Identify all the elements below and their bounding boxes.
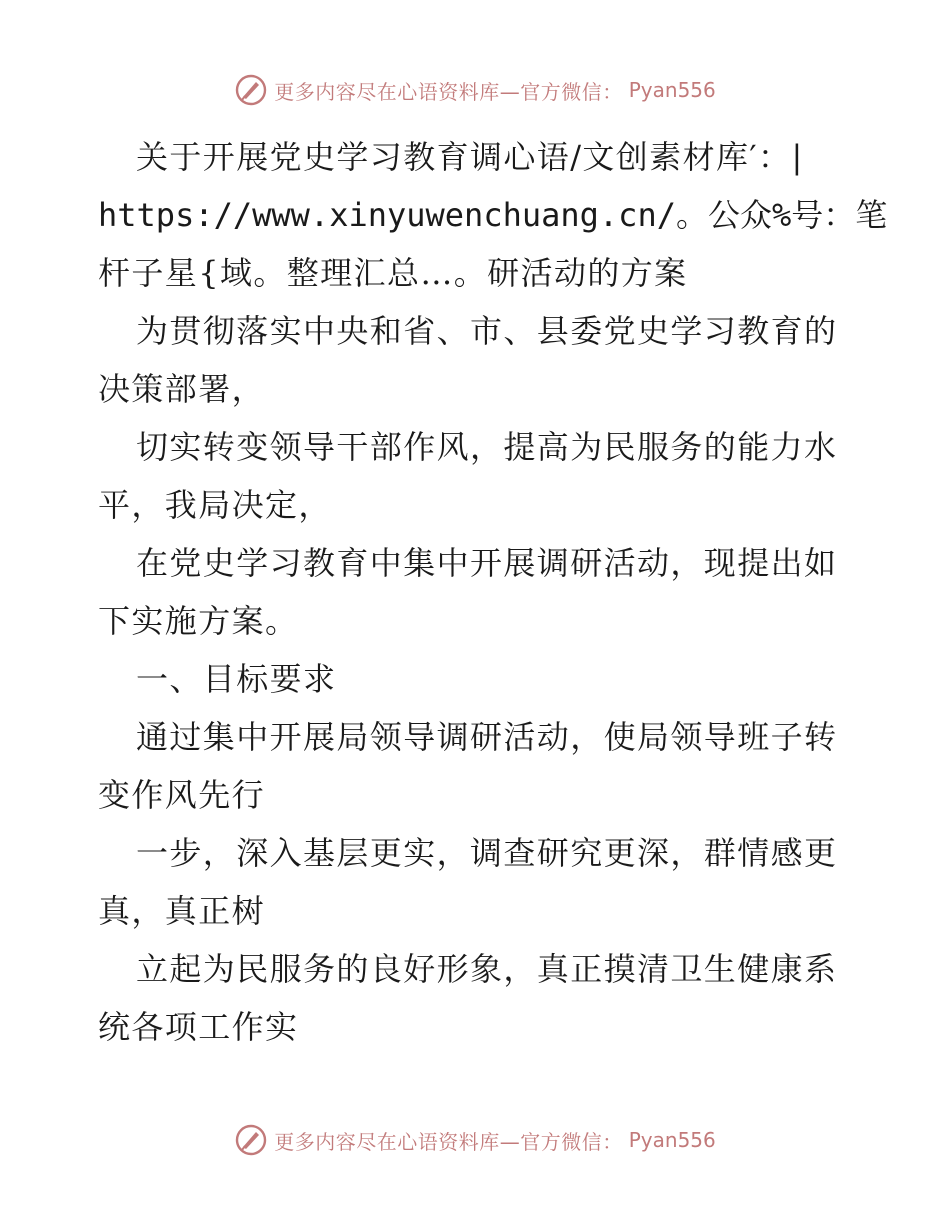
text-line: 关于开展党史学习教育调心语/文创素材库′：|: [136, 138, 804, 176]
watermark-handle: Pyan556: [628, 78, 716, 102]
text-line: 决策部署，: [98, 370, 266, 408]
watermark-header: [0, 70, 950, 110]
document-body: [98, 128, 888, 1056]
text-line: 在党史学习教育中集中开展调研活动，现提出如: [136, 544, 838, 582]
text-line: 变作风先行: [98, 776, 266, 814]
text-line: https://www.xinyuwenchuang.cn/。公众%号：笔: [98, 196, 888, 234]
text-line: 切实转变领导干部作风，提高为民服务的能力水: [136, 428, 838, 466]
text-line: 统各项工作实: [98, 1008, 299, 1046]
text-line: 为贯彻落实中央和省、市、县委党史学习教育的: [136, 312, 838, 350]
text-line: 立起为民服务的良好形象，真正摸清卫生健康系: [136, 950, 838, 988]
watermark-text: 更多内容尽在心语资料库—官方微信：: [274, 79, 623, 104]
quill-logo-icon: [234, 73, 268, 107]
watermark-footer: [0, 1120, 950, 1160]
text-line: 杆子星{域。整理汇总…。研活动的方案: [98, 254, 688, 292]
text-line: 下实施方案。: [98, 602, 299, 640]
text-line: 平，我局决定，: [98, 486, 332, 524]
watermark-handle: Pyan556: [628, 1128, 716, 1152]
text-line: 一步，深入基层更实，调查研究更深，群情感更: [136, 834, 838, 872]
text-line: 通过集中开展局领导调研活动，使局领导班子转: [136, 718, 838, 756]
text-line: 真，真正树: [98, 892, 266, 930]
quill-logo-icon: [234, 1123, 268, 1157]
watermark-text: 更多内容尽在心语资料库—官方微信：: [274, 1129, 623, 1154]
section-heading: 一、目标要求: [136, 660, 337, 698]
